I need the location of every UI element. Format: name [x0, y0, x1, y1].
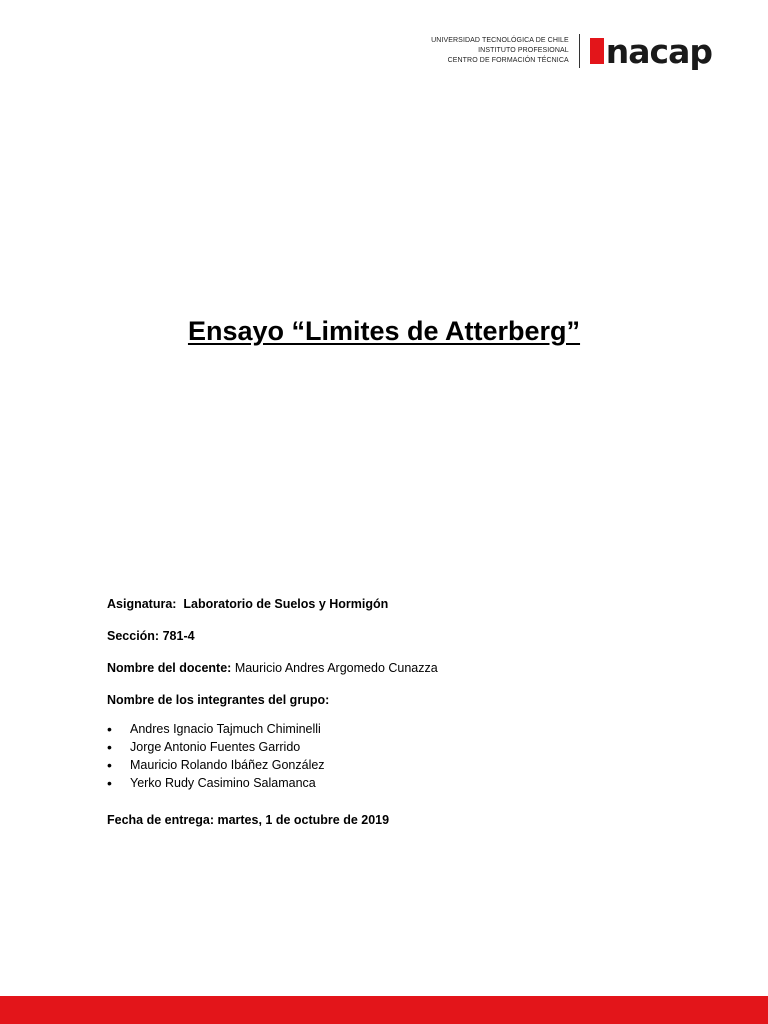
members-label: Nombre de los integrantes del grupo:	[107, 693, 330, 707]
members-heading-row	[107, 692, 438, 708]
list-item: • Andres Ignacio Tajmuch Chiminelli	[107, 720, 438, 738]
list-item: • Mauricio Rolando Ibáñez González	[107, 756, 438, 774]
document-header	[431, 30, 712, 72]
delivery-value: martes, 1 de octubre de 2019	[217, 813, 390, 827]
document-details	[107, 596, 438, 844]
subject-row	[107, 596, 438, 612]
document-title: Ensayo “Limites de Atterberg”	[187, 316, 581, 346]
teacher-value: Mauricio Andres Argomedo Cunazza	[234, 661, 438, 675]
inacap-logo	[590, 30, 712, 72]
logo-wordmark: nacap	[605, 31, 712, 71]
teacher-label: Nombre del docente:	[107, 661, 232, 675]
section-label: Sección:	[107, 629, 160, 643]
delivery-label: Fecha de entrega:	[107, 813, 214, 827]
logo-mark-icon	[590, 38, 604, 64]
subject-label: Asignatura:	[107, 597, 177, 611]
header-divider	[579, 34, 580, 68]
section-value: 781-4	[162, 629, 195, 643]
delivery-row	[107, 812, 438, 828]
institution-line-institute: INSTITUTO PROFESIONAL	[478, 47, 569, 54]
members-list	[107, 720, 438, 792]
section-row	[107, 628, 438, 644]
subject-value: Laboratorio de Suelos y Hormigón	[183, 597, 389, 611]
footer-bar	[0, 996, 768, 1024]
list-item: • Jorge Antonio Fuentes Garrido	[107, 738, 438, 756]
institution-line-center: CENTRO DE FORMACIÓN TÉCNICA	[447, 57, 569, 64]
institution-line-university: UNIVERSIDAD TECNOLÓGICA DE CHILE	[431, 37, 569, 44]
list-item: • Yerko Rudy Casimino Salamanca	[107, 774, 438, 792]
teacher-row	[107, 660, 438, 676]
institution-lines	[431, 36, 579, 66]
